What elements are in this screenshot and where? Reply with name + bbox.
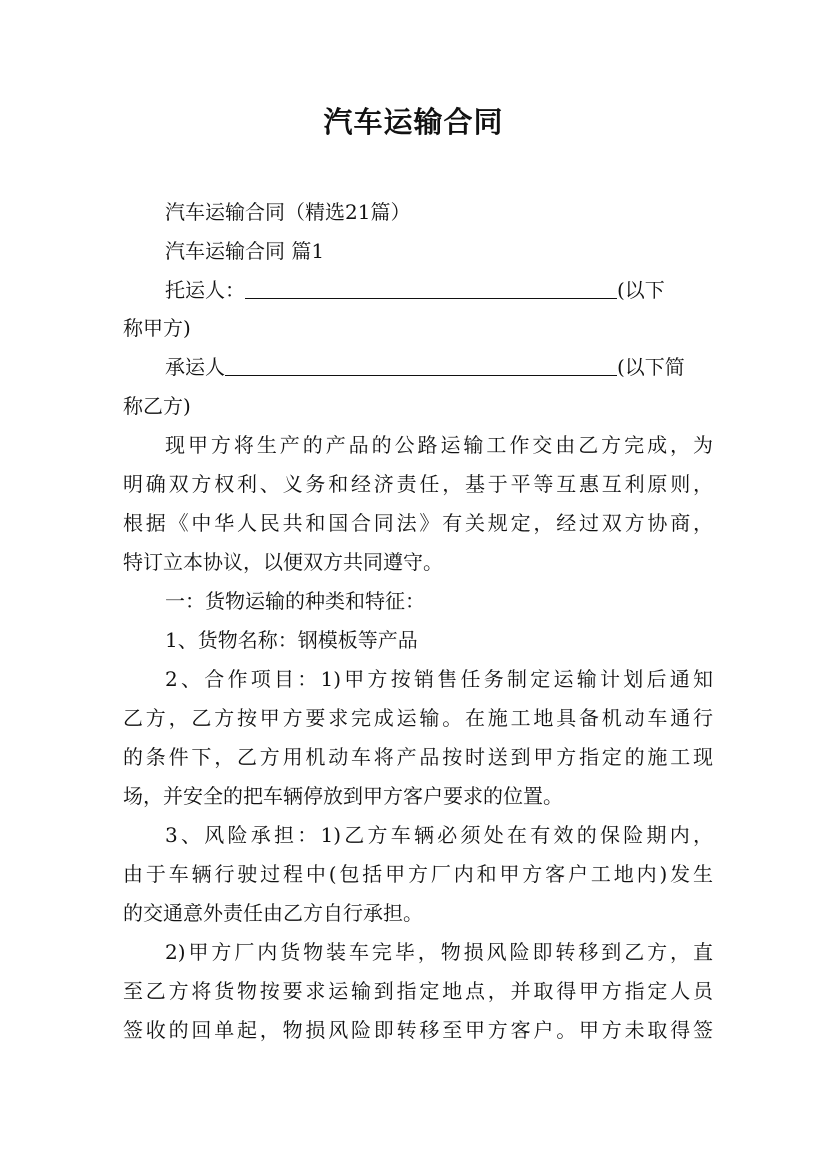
intro-line: 根据《中华人民共和国合同法》有关规定，经过双方协商， — [123, 511, 713, 535]
item2-line: 乙方，乙方按甲方要求完成运输。在施工地具备机动车通行 — [123, 706, 713, 730]
intro-line: 现甲方将生产的产品的公路运输工作交由乙方完成，为 — [165, 433, 713, 457]
section-heading: 汽车运输合同 篇1 — [165, 239, 325, 263]
document-title: 汽车运输合同 — [323, 105, 504, 139]
consignor-blank — [245, 278, 617, 299]
carrier-suffix: (以下简 — [617, 355, 685, 379]
item2-line: 的条件下，乙方用机动车将产品按时送到甲方指定的施工现 — [123, 745, 713, 769]
item3-2-line: 至乙方将货物按要求运输到指定地点，并取得甲方指定人员 — [123, 979, 713, 1003]
item1: 1、货物名称：钢模板等产品 — [165, 628, 418, 652]
carrier-blank — [225, 355, 617, 376]
intro-line: 特订立本协议，以便双方共同遵守。 — [123, 550, 443, 574]
document-subtitle: 汽车运输合同（精选21篇） — [165, 200, 411, 224]
item3-2-line: 2)甲方厂内货物装车完毕，物损风险即转移到乙方，直 — [165, 940, 713, 964]
item3-line: 由于车辆行驶过程中(包括甲方厂内和甲方客户工地内)发生 — [123, 862, 713, 886]
item3-2-line: 签收的回单起，物损风险即转移至甲方客户。甲方未取得签 — [123, 1018, 713, 1042]
item2-line: 2、合作项目：1)甲方按销售任务制定运输计划后通知 — [165, 667, 713, 691]
carrier-suffix-cont: 称乙方) — [123, 394, 191, 418]
intro-line: 明确双方权利、义务和经济责任，基于平等互惠互利原则， — [123, 472, 713, 496]
item3-line: 的交通意外责任由乙方自行承担。 — [123, 901, 423, 925]
carrier-line — [165, 353, 713, 381]
clause1-heading: 一：货物运输的种类和特征： — [165, 589, 425, 613]
consignor-suffix-cont: 称甲方) — [123, 316, 191, 340]
carrier-label: 承运人 — [165, 355, 225, 379]
item2-line: 场，并安全的把车辆停放到甲方客户要求的位置。 — [123, 784, 563, 808]
item3-line: 3、风险承担：1)乙方车辆必须处在有效的保险期内， — [165, 823, 713, 847]
consignor-line — [165, 276, 713, 304]
consignor-suffix: (以下 — [617, 278, 665, 302]
consignor-label: 托运人： — [165, 278, 245, 302]
